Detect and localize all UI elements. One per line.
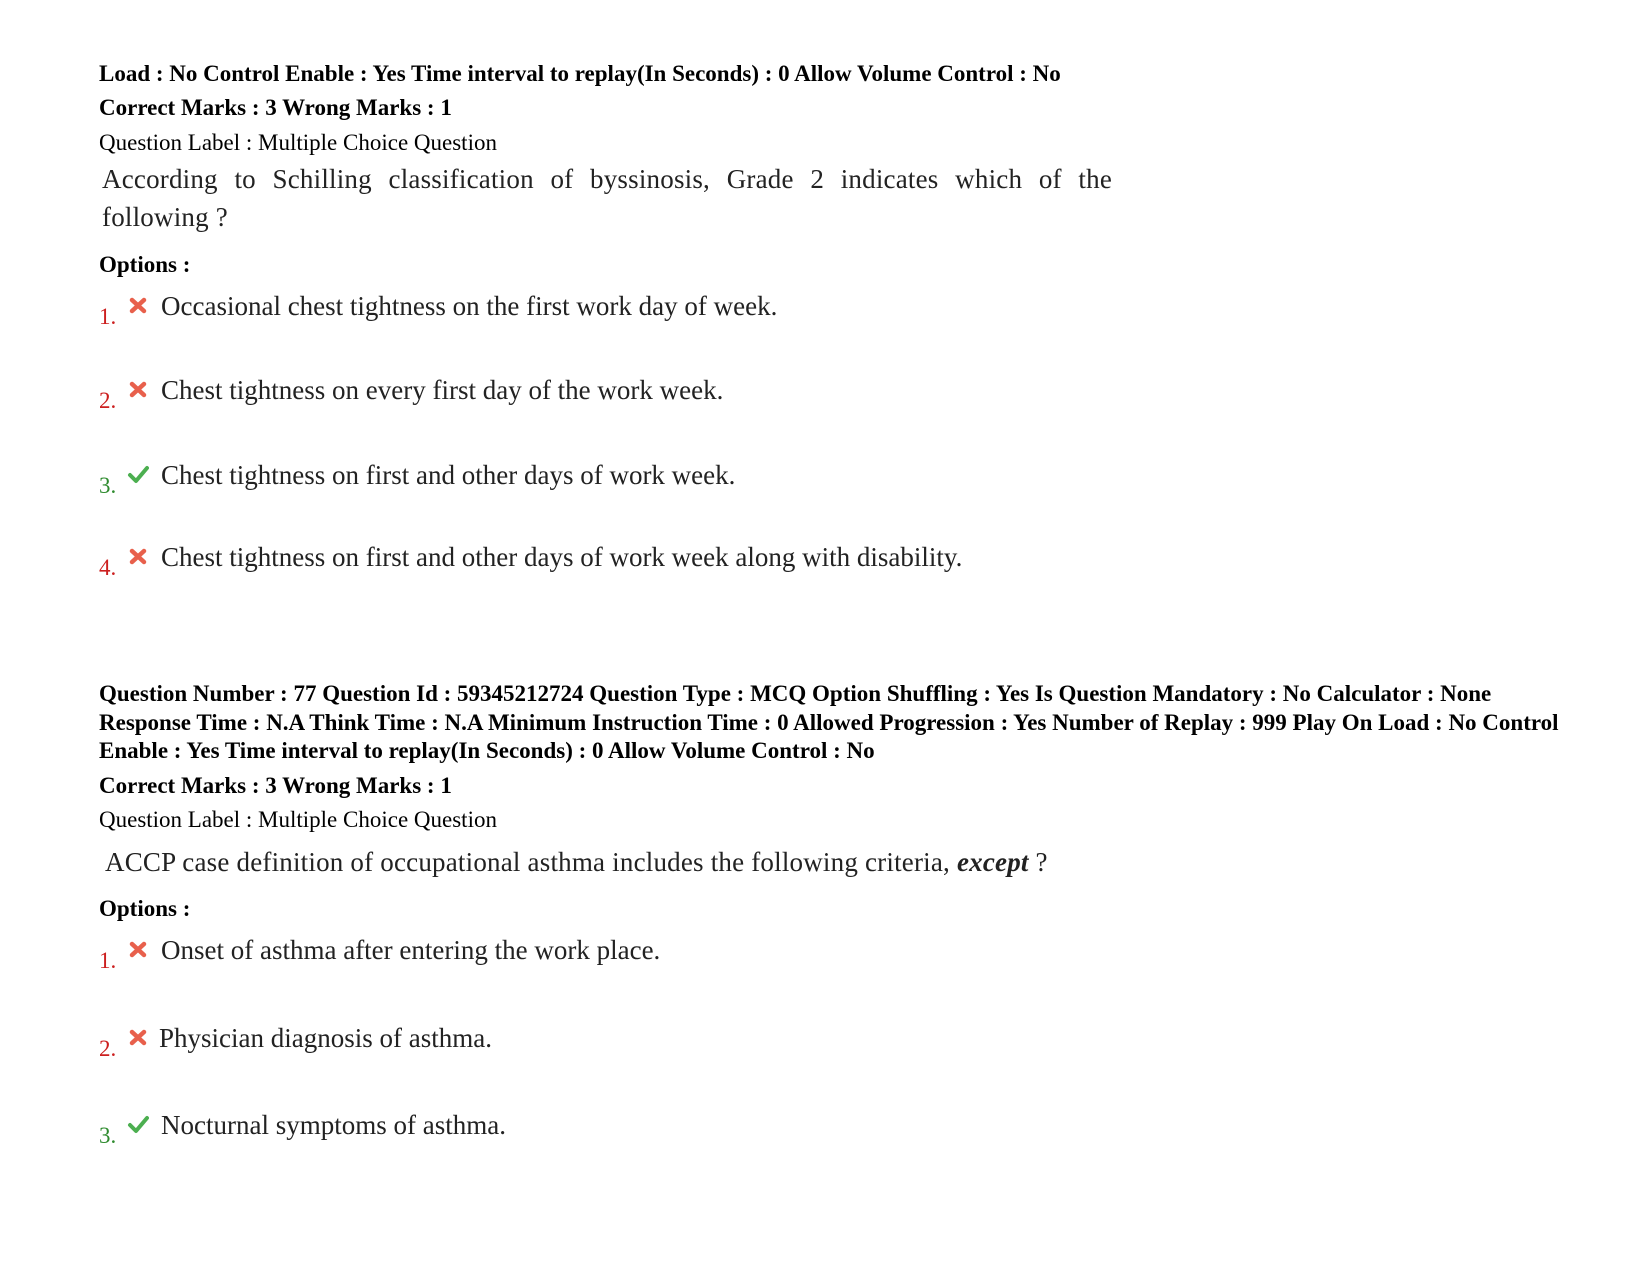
options-heading: Options : [99,252,191,277]
option-item [99,290,1299,330]
question-text: According to Schilling classification of byssinosis, Grade 2 indicates which of the following ? [102,164,1112,232]
option-item [99,459,1299,499]
option-text: Onset of asthma after entering the work place. [161,935,661,965]
check-icon [127,463,149,485]
option-number: 3. [99,1123,117,1148]
cross-icon [127,294,149,316]
options-heading: Options : [99,896,191,921]
question-text-emphasis: except [956,847,1029,877]
question-text-end: ? [1035,847,1048,877]
option-text: Physician diagnosis of asthma. [159,1023,492,1053]
option-text: Chest tightness on first and other days of work week along with disability. [161,542,963,572]
option-item [99,374,1299,414]
option-text: Chest tightness on first and other days of work week. [161,460,736,490]
question-text [105,843,1048,881]
option-item [99,934,1299,974]
question-label: Question Label : Multiple Choice Question [99,130,497,155]
check-icon [127,1113,149,1135]
option-number: 1. [99,304,117,329]
cross-icon [127,378,149,400]
option-number: 2. [99,1036,117,1061]
option-number: 2. [99,388,117,413]
marks-line: Correct Marks : 3 Wrong Marks : 1 [99,95,452,120]
option-number: 1. [99,948,117,973]
question-meta: Question Number : 77 Question Id : 59345212724 Question Type : MCQ Option Shuffling : Yes Is Question Mandatory : No Calculator : None Response Time : N.A Think Time : N.A Minimum Instruction Time : 0 Allowed Progression : Yes Number of Replay : 999 Play On Load : No Control Enable : Yes Time interval to replay(In Seconds) : 0 Allow Volume Control : No [99,681,1559,763]
option-item [99,541,1299,581]
option-number: 3. [99,473,117,498]
option-text: Nocturnal symptoms of asthma. [161,1110,506,1140]
option-item [99,1022,1299,1062]
question-label: Question Label : Multiple Choice Question [99,807,497,832]
question-text-main: ACCP case definition of occupational asthma includes the following criteria, [105,847,950,877]
cross-icon [127,938,149,960]
cross-icon [127,1026,149,1048]
cross-icon [127,545,149,567]
marks-line: Correct Marks : 3 Wrong Marks : 1 [99,773,452,798]
option-number: 4. [99,555,117,580]
option-text: Occasional chest tightness on the first work day of week. [161,291,778,321]
option-item [99,1109,1299,1149]
option-text: Chest tightness on every first day of the work week. [161,375,724,405]
meta-line: Load : No Control Enable : Yes Time interval to replay(In Seconds) : 0 Allow Volume Control : No [99,61,1061,86]
